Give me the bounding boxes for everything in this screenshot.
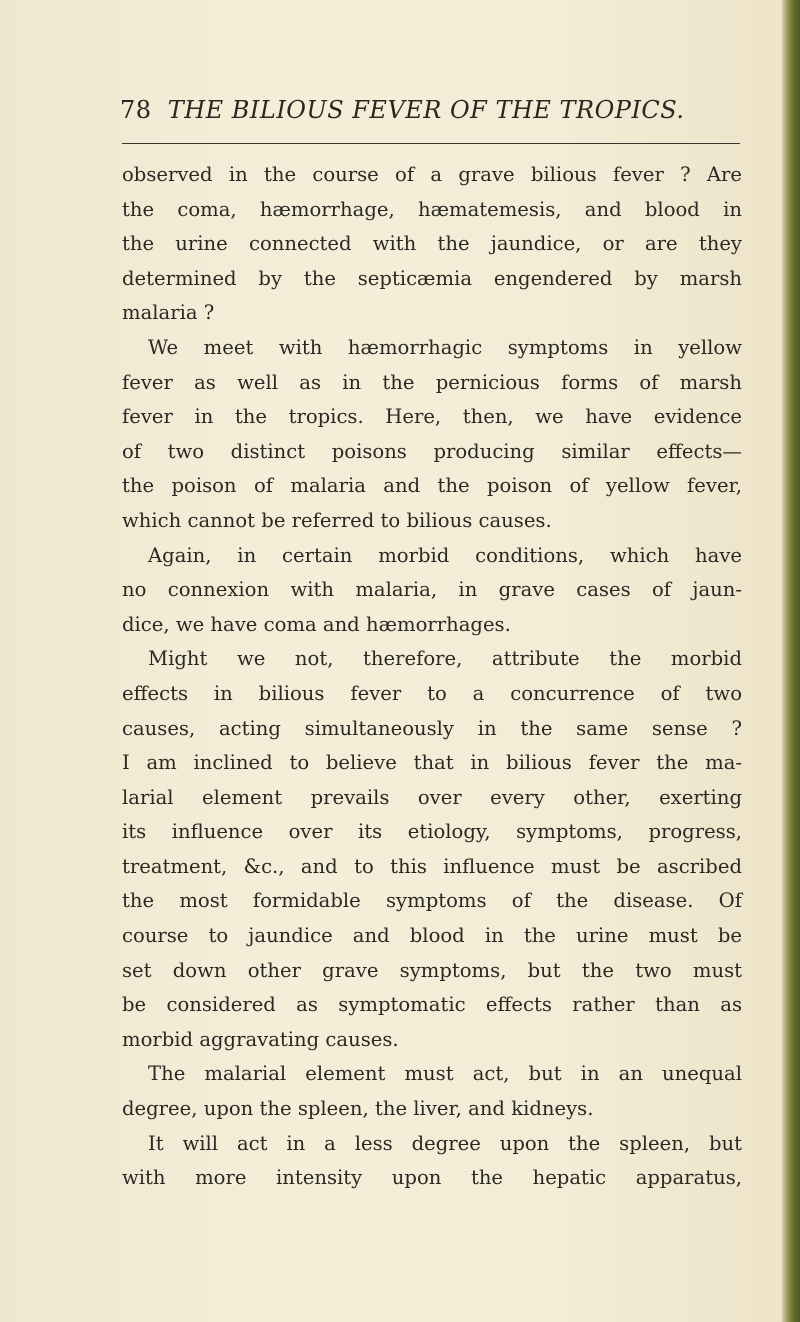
text-line: causes, acting simultaneously in the same sense ? xyxy=(122,716,742,740)
running-title: THE BILIOUS FEVER OF THE TROPICS. xyxy=(167,96,685,124)
text-line: fever in the tropics. Here, then, we have evidence xyxy=(122,405,742,429)
text-line: Might we not, therefore, attribute the morbid xyxy=(148,647,742,671)
text-line: course to jaundice and blood in the urine must be xyxy=(122,924,742,948)
text-line: be considered as symptomatic effects rather than as xyxy=(122,993,742,1017)
text-line: The malarial element must act, but in an unequal xyxy=(148,1062,742,1086)
text-line: degree, upon the spleen, the liver, and kidneys. xyxy=(122,1097,594,1121)
text-line: fever as well as in the pernicious forms of marsh xyxy=(122,370,742,394)
text-line: its influence over its etiology, symptoms, progress, xyxy=(122,820,742,844)
page-edge xyxy=(782,0,800,1322)
text-line: I am inclined to believe that in bilious fever the ma- xyxy=(122,751,742,775)
text-line: determined by the septicæmia engendered by marsh xyxy=(122,266,742,290)
text-line: the urine connected with the jaundice, or are they xyxy=(122,232,742,256)
page-number: 78 xyxy=(120,96,152,124)
text-line: morbid aggravating causes. xyxy=(122,1027,399,1051)
text-line: which cannot be referred to bilious causes. xyxy=(122,508,552,532)
text-line: the most formidable symptoms of the disease. Of xyxy=(122,889,742,913)
text-line: the poison of malaria and the poison of yellow fever, xyxy=(122,474,742,498)
text-line: set down other grave symptoms, but the two must xyxy=(122,958,742,982)
text-line: treatment, &c., and to this influence must be ascribed xyxy=(122,854,742,878)
text-line: of two distinct poisons producing similar effects— xyxy=(122,439,742,463)
header-rule xyxy=(122,143,740,144)
text-line: with more intensity upon the hepatic apparatus, xyxy=(122,1166,742,1190)
text-line: We meet with hæmorrhagic symptoms in yellow xyxy=(148,335,742,359)
text-line: observed in the course of a grave bilious fever ? Are xyxy=(122,163,742,186)
text-line: larial element prevails over every other, exerting xyxy=(122,785,742,809)
text-line: effects in bilious fever to a concurrence of two xyxy=(122,681,742,705)
text-line: no connexion with malaria, in grave cases of jaun- xyxy=(122,578,742,602)
text-line: malaria ? xyxy=(122,301,215,325)
text-line: Again, in certain morbid conditions, which have xyxy=(148,543,742,567)
body-text xyxy=(122,158,742,1196)
text-line: It will act in a less degree upon the spleen, but xyxy=(148,1131,742,1155)
text-line: the coma, hæmorrhage, hæmatemesis, and blood in xyxy=(122,197,742,221)
running-head xyxy=(120,96,740,124)
text-line: dice, we have coma and hæmorrhages. xyxy=(122,612,511,636)
